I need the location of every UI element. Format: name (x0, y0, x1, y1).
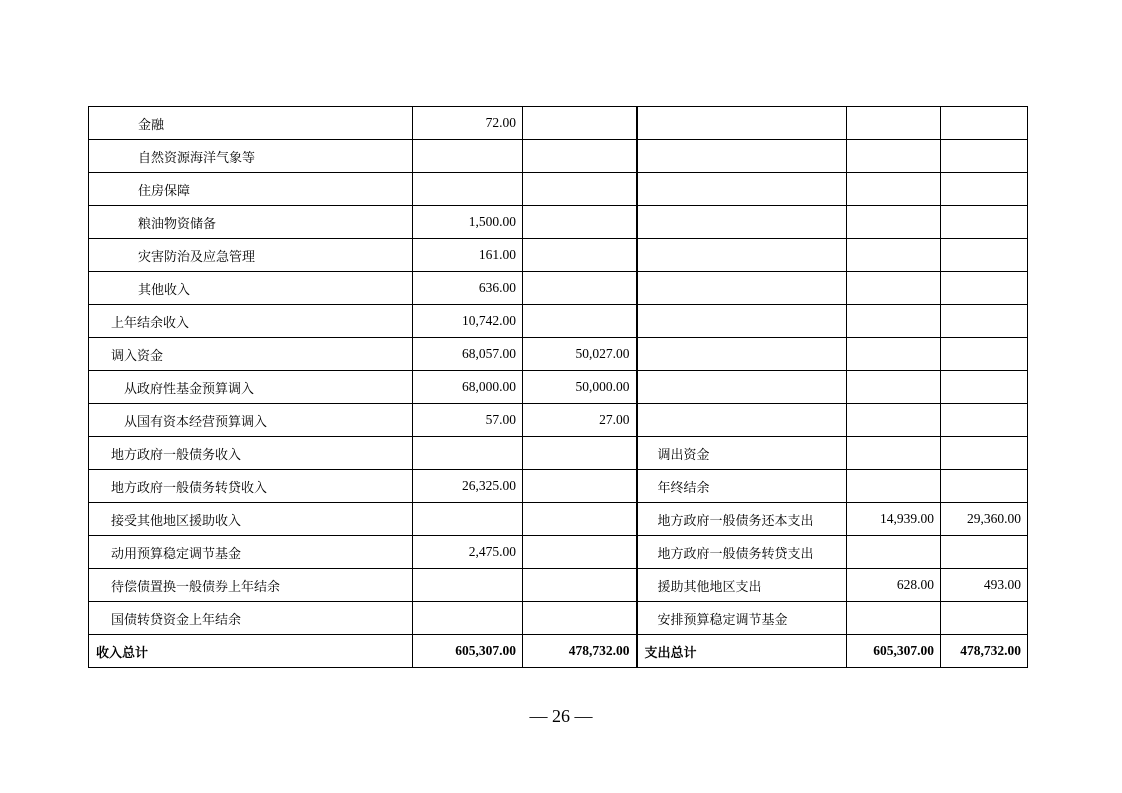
expense-item-label (637, 173, 847, 206)
income-value-1: 161.00 (413, 239, 523, 272)
table-row (89, 602, 1028, 635)
income-item-label: 地方政府一般债务收入 (89, 437, 413, 470)
table-row (89, 503, 1028, 536)
income-item-label: 金融 (89, 107, 413, 140)
expense-item-label: 安排预算稳定调节基金 (637, 602, 847, 635)
income-total-value-2: 478,732.00 (523, 635, 637, 668)
income-value-1: 10,742.00 (413, 305, 523, 338)
income-total-value-1: 605,307.00 (413, 635, 523, 668)
table-body (89, 107, 1028, 635)
expense-value-1 (847, 371, 941, 404)
expense-value-1 (847, 536, 941, 569)
table-row (89, 569, 1028, 602)
expense-value-2: 493.00 (941, 569, 1028, 602)
income-value-2: 50,027.00 (523, 338, 637, 371)
expense-item-label: 调出资金 (637, 437, 847, 470)
table-row (89, 305, 1028, 338)
expense-total-label: 支出总计 (637, 635, 847, 668)
page-number: — 26 — (529, 706, 593, 726)
totals-row (89, 635, 1028, 668)
income-value-1: 1,500.00 (413, 206, 523, 239)
expense-value-1 (847, 470, 941, 503)
income-value-1: 68,000.00 (413, 371, 523, 404)
table-row (89, 404, 1028, 437)
expense-value-1 (847, 437, 941, 470)
table-row (89, 173, 1028, 206)
income-value-2 (523, 569, 637, 602)
table-row (89, 140, 1028, 173)
expense-value-2 (941, 239, 1028, 272)
expense-value-1 (847, 305, 941, 338)
expense-item-label (637, 239, 847, 272)
income-item-label: 自然资源海洋气象等 (89, 140, 413, 173)
expense-item-label (637, 107, 847, 140)
income-value-1 (413, 437, 523, 470)
expense-item-label (637, 371, 847, 404)
income-value-2 (523, 305, 637, 338)
expense-value-1 (847, 173, 941, 206)
expense-item-label (637, 404, 847, 437)
income-item-label: 地方政府一般债务转贷收入 (89, 470, 413, 503)
table-row (89, 107, 1028, 140)
expense-item-label (637, 206, 847, 239)
income-value-2 (523, 470, 637, 503)
expense-item-label (637, 140, 847, 173)
income-value-2 (523, 437, 637, 470)
expense-value-2: 29,360.00 (941, 503, 1028, 536)
income-item-label: 上年结余收入 (89, 305, 413, 338)
expense-value-1 (847, 602, 941, 635)
expense-value-2 (941, 404, 1028, 437)
income-item-label: 调入资金 (89, 338, 413, 371)
expense-item-label (637, 272, 847, 305)
expense-value-2 (941, 107, 1028, 140)
income-value-2 (523, 272, 637, 305)
expense-value-1 (847, 272, 941, 305)
income-value-1 (413, 503, 523, 536)
income-item-label: 接受其他地区援助收入 (89, 503, 413, 536)
income-item-label: 粮油物资储备 (89, 206, 413, 239)
expense-value-1 (847, 206, 941, 239)
income-value-2 (523, 536, 637, 569)
expense-value-2 (941, 371, 1028, 404)
income-value-2 (523, 239, 637, 272)
income-value-1: 636.00 (413, 272, 523, 305)
expense-item-label: 地方政府一般债务还本支出 (637, 503, 847, 536)
expense-value-2 (941, 140, 1028, 173)
expense-value-2 (941, 602, 1028, 635)
expense-item-label (637, 338, 847, 371)
income-value-1: 2,475.00 (413, 536, 523, 569)
income-value-1 (413, 173, 523, 206)
expense-value-2 (941, 338, 1028, 371)
expense-item-label (637, 305, 847, 338)
income-value-1: 72.00 (413, 107, 523, 140)
expense-value-2 (941, 173, 1028, 206)
expense-value-1 (847, 338, 941, 371)
income-item-label: 从政府性基金预算调入 (89, 371, 413, 404)
income-item-label: 住房保障 (89, 173, 413, 206)
expense-value-1 (847, 239, 941, 272)
expense-value-2 (941, 470, 1028, 503)
expense-value-1: 628.00 (847, 569, 941, 602)
income-item-label: 待偿债置换一般债券上年结余 (89, 569, 413, 602)
budget-table (88, 106, 1028, 668)
table-row (89, 536, 1028, 569)
income-item-label: 动用预算稳定调节基金 (89, 536, 413, 569)
expense-item-label: 地方政府一般债务转贷支出 (637, 536, 847, 569)
expense-value-1 (847, 107, 941, 140)
expense-item-label: 年终结余 (637, 470, 847, 503)
income-value-1: 68,057.00 (413, 338, 523, 371)
income-value-2 (523, 107, 637, 140)
expense-value-2 (941, 272, 1028, 305)
income-item-label: 其他收入 (89, 272, 413, 305)
expense-value-2 (941, 536, 1028, 569)
income-value-2: 50,000.00 (523, 371, 637, 404)
income-value-2 (523, 206, 637, 239)
table-row (89, 470, 1028, 503)
income-value-2 (523, 173, 637, 206)
income-value-1: 57.00 (413, 404, 523, 437)
income-item-label: 灾害防治及应急管理 (89, 239, 413, 272)
income-value-2 (523, 140, 637, 173)
income-item-label: 国债转贷资金上年结余 (89, 602, 413, 635)
income-value-1 (413, 602, 523, 635)
expense-total-value-1: 605,307.00 (847, 635, 941, 668)
table-row (89, 371, 1028, 404)
table-row (89, 272, 1028, 305)
expense-value-2 (941, 437, 1028, 470)
expense-value-2 (941, 206, 1028, 239)
income-value-2 (523, 503, 637, 536)
table-row (89, 437, 1028, 470)
income-value-2: 27.00 (523, 404, 637, 437)
table-row (89, 338, 1028, 371)
table-row (89, 206, 1028, 239)
expense-value-2 (941, 305, 1028, 338)
expense-value-1 (847, 404, 941, 437)
expense-item-label: 援助其他地区支出 (637, 569, 847, 602)
table-row (89, 239, 1028, 272)
income-value-2 (523, 602, 637, 635)
expense-value-1 (847, 140, 941, 173)
expense-total-value-2: 478,732.00 (941, 635, 1028, 668)
income-item-label: 从国有资本经营预算调入 (89, 404, 413, 437)
income-value-1: 26,325.00 (413, 470, 523, 503)
expense-value-1: 14,939.00 (847, 503, 941, 536)
income-value-1 (413, 140, 523, 173)
income-total-label: 收入总计 (89, 635, 413, 668)
income-value-1 (413, 569, 523, 602)
